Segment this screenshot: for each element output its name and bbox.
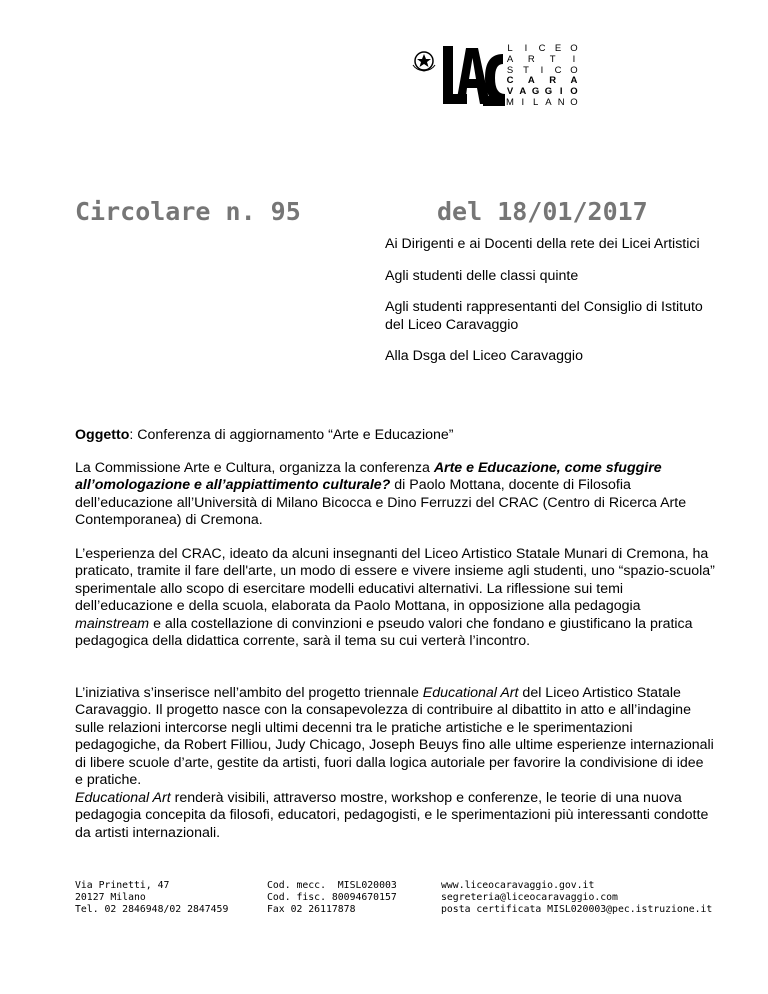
paragraph-2 (75, 546, 715, 651)
logo-letter: R (527, 53, 535, 65)
school-logo-wordmark (505, 44, 579, 109)
email-link[interactable]: segreteria@liceocaravaggio.com (441, 892, 618, 903)
logo-letter: S (506, 64, 514, 76)
footer-line: 20127 Milano (75, 892, 146, 903)
logo-letter: C (554, 64, 562, 76)
text-run: del Liceo Artistico Statale Caravaggio. Il progetto nasce con la consapevolezza di contribuire al dibattito in atto e all’indagine sulle relazioni intercorse negli ultimi decenni tra le pratiche artistiche e le sperimentazioni pedagogiche, da Robert Filliou, Judy Chicago, Joseph Beuys fino alle ultime esperienze internazionali di libere scuole d’arte, gestite da artisti, fuori dalla logica autoriale per favorire la condivisione di idee e pratiche. (75, 684, 714, 788)
circular-date: del 18/01/2017 (437, 197, 648, 226)
logo-letter: L (532, 96, 539, 108)
logo-letter: V (506, 86, 514, 98)
text-run: di Paolo Mottana, docente di Filosofia dell’educazione all’Università di Milano Bicocca e Dino Ferruzzi del CRAC (Centro di Ricerca Arte Contemporanea) di Cremona. (75, 477, 687, 528)
logo-row-cara (505, 76, 579, 87)
footer-line: Cod. fisc. 80094670157 (267, 892, 397, 903)
logo-letter: C (538, 43, 546, 54)
logo-letter: I (521, 96, 525, 108)
logo-letter: I (524, 43, 528, 54)
emphasis-text: mainstream (75, 615, 150, 632)
paragraph-4 (75, 790, 715, 843)
logo-letter: I (572, 53, 576, 65)
paragraph-3 (75, 685, 715, 790)
logo-letter: T (549, 53, 556, 65)
subject-text: : Conferenza di aggiornamento “Arte e Educazione” (129, 427, 454, 443)
logo-letter: E (554, 43, 562, 54)
footer-line: Via Prinetti, 47 (75, 880, 170, 891)
text-run: L’iniziativa s’inserisce nell’ambito del progetto triennale (75, 684, 423, 701)
logo-row-liceo (505, 44, 579, 55)
letter-body (75, 427, 715, 842)
logo-letter: G (544, 86, 553, 98)
footer-line: Cod. mecc. MISL020003 (267, 880, 397, 891)
logo-row-milano (505, 98, 579, 109)
footer-line: Tel. 02 2846948/02 2847459 (75, 904, 229, 915)
recipients-list (385, 236, 715, 380)
recipient-line: Alla Dsga del Liceo Caravaggio (385, 348, 583, 364)
conference-title: Arte e Educazione, come sfuggire all’omologazione e all’appiattimento culturale? (75, 459, 662, 493)
logo-letter: O (570, 96, 578, 108)
logo-letter: T (523, 64, 529, 76)
logo-row-arti (505, 55, 579, 66)
text-run: L’esperienza del CRAC, ideato da alcuni insegnanti del Liceo Artistico Statale Munari di Cremona, ha praticato, tramite il fare dell'arte, un modo di essere e vivere insieme agli studenti, uno “spazio-scuola” sperimentale allo scopo di esercitare modelli educativi alternativi. La riflessione sui temi dell’educazione e della scuola, elaborata da Paolo Mottana, in opposizione alla pedagogia (75, 545, 715, 614)
subject-label: Oggetto (75, 427, 130, 443)
logo-letter: A (545, 96, 552, 108)
footer-line: Fax 02 26117878 (267, 904, 356, 915)
logo-letter: A (519, 86, 527, 98)
logo-letter: O (570, 86, 578, 98)
logo-letter: N (557, 96, 565, 108)
pec-email-link[interactable]: posta certificata MISL020003@pec.istruzione.it (441, 904, 713, 915)
republic-emblem-icon (410, 50, 438, 72)
footer-address (75, 880, 228, 916)
logo-letter: A (527, 75, 535, 87)
logo-row-stico (505, 66, 579, 77)
logo-letter: L (507, 43, 513, 54)
circular-number: Circolare n. 95 (75, 197, 301, 226)
logo-letter: O (570, 64, 578, 76)
logo-letter: A (570, 75, 578, 87)
logo-letter: O (570, 43, 578, 54)
project-name: Educational Art (75, 789, 171, 806)
logo-letter: C (506, 75, 514, 87)
logo-letter: A (506, 53, 514, 65)
website-link[interactable]: www.liceocaravaggio.gov.it (441, 880, 595, 891)
recipient-line: Ai Dirigenti e ai Docenti della rete dei Licei Artistici (385, 236, 700, 252)
logo-letter: G (531, 86, 540, 98)
recipient-line: Agli studenti delle classi quinte (385, 267, 579, 284)
footer-contacts (441, 880, 712, 916)
logo-letter: I (540, 64, 544, 76)
project-name: Educational Art (422, 684, 519, 701)
logo-row-vaggio (505, 87, 579, 98)
recipient-line: Agli studenti rappresentanti del Consiglio di Istituto del Liceo Caravaggio (385, 299, 703, 333)
subject-line (75, 427, 715, 445)
paragraph-1 (75, 460, 715, 530)
text-run: e alla costellazione di convinzioni e pseudo valori che fondano e giustificano la pratica pedagogica della didattica corrente, sarà il tema su cui verterà l’incontro. (75, 615, 693, 649)
text-run: renderà visibili, attraverso mostre, workshop e conferenze, le teorie di una nuova pedagogia concepita da filosofi, educatori, pedagogisti, e le sperimentazioni più interessanti condotte da artisti internazionali. (75, 789, 709, 841)
footer-codes (267, 880, 397, 916)
logo-letter: M (506, 96, 514, 108)
text-run: La Commissione Arte e Cultura, organizza la conferenza (75, 459, 434, 476)
logo-letter: R (549, 75, 557, 87)
logo-letter: I (559, 86, 563, 98)
